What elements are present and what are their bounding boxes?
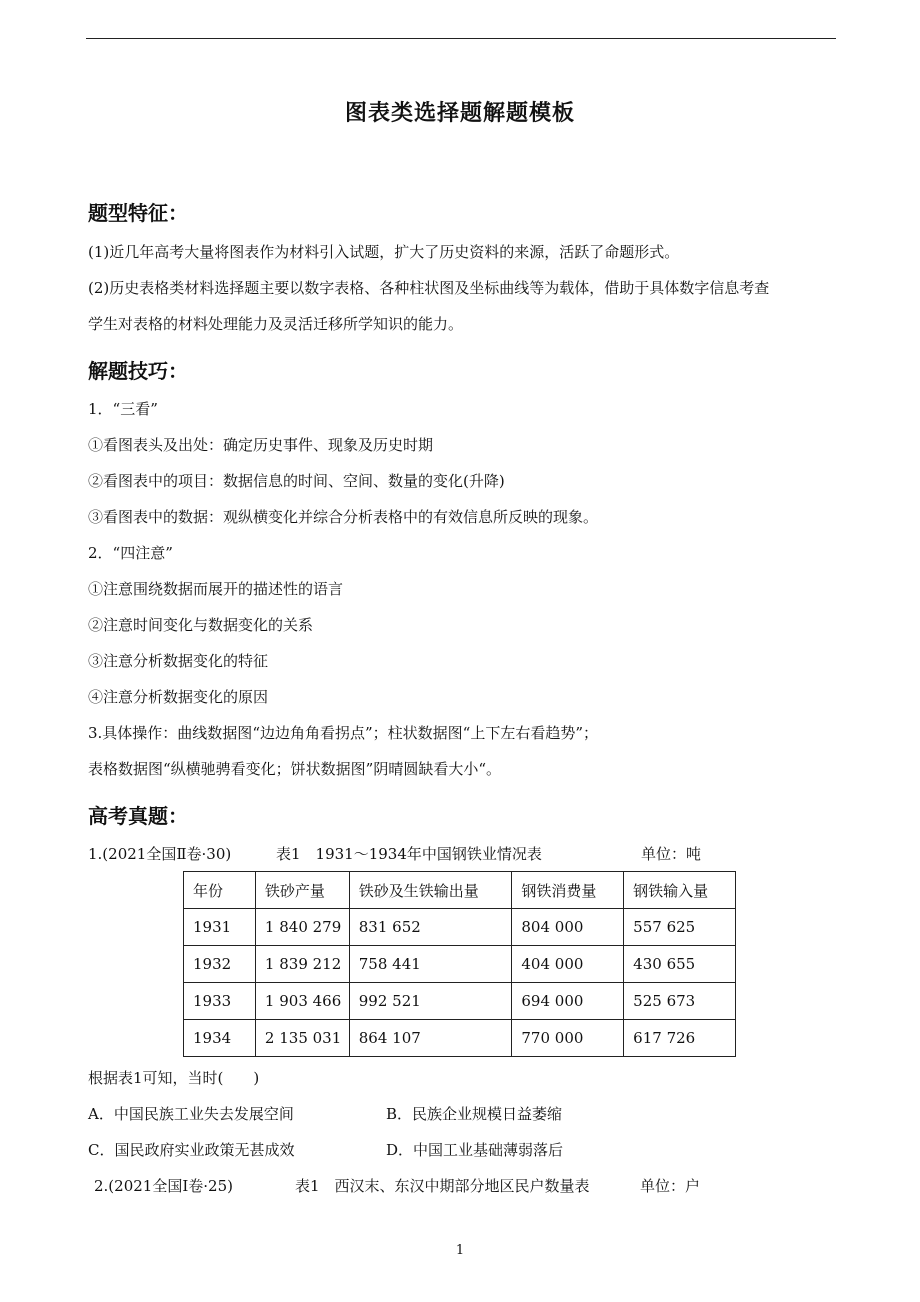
table-header-cell: 铁砂产量	[255, 872, 349, 909]
table-cell: 864 107	[349, 1020, 512, 1057]
table-cell: 1 903 466	[255, 983, 349, 1020]
table-header-cell: 钢铁输入量	[624, 872, 736, 909]
section-heading-exam-questions: 高考真题：	[88, 804, 188, 828]
technique-line: ③看图表中的数据：观纵横变化并综合分析表格中的有效信息所反映的现象。	[88, 508, 599, 526]
table-header-cell: 钢铁消费量	[512, 872, 624, 909]
table-cell: 770 000	[512, 1020, 624, 1057]
table-cell: 1933	[184, 983, 256, 1020]
header-rule	[86, 38, 836, 39]
steel-industry-table	[183, 871, 736, 1057]
table-row	[184, 983, 736, 1020]
table-cell: 1931	[184, 909, 256, 946]
table-cell: 1 839 212	[255, 946, 349, 983]
technique-line: ③注意分析数据变化的特征	[88, 652, 269, 670]
technique-line: ①注意围绕数据而展开的描述性的语言	[88, 580, 344, 598]
technique-line: 2．“四注意”	[88, 544, 173, 562]
q1-source: 1.(2021全国Ⅱ卷·30)	[88, 845, 232, 863]
table-cell: 804 000	[512, 909, 624, 946]
table-row	[184, 946, 736, 983]
q2-source: 2.(2021全国Ⅰ卷·25)	[94, 1177, 233, 1195]
table-cell: 1934	[184, 1020, 256, 1057]
q2-table-caption: 表1 西汉末、东汉中期部分地区民户数量表	[295, 1177, 590, 1195]
document-title: 图表类选择题解题模板	[344, 100, 575, 126]
q1-option-a: A．中国民族工业失去发展空间	[88, 1105, 294, 1123]
table-cell: 2 135 031	[255, 1020, 349, 1057]
features-paragraph-2b: 学生对表格的材料处理能力及灵活迁移所学知识的能力。	[88, 315, 464, 333]
features-paragraph-2a: (2)历史表格类材料选择题主要以数字表格、各种柱状图及坐标曲线等为载体，借助于具体数字信息考查	[88, 279, 770, 297]
table-cell: 557 625	[624, 909, 736, 946]
table-cell: 694 000	[512, 983, 624, 1020]
table-cell: 525 673	[624, 983, 736, 1020]
table-header-cell: 铁砂及生铁输出量	[349, 872, 512, 909]
q1-table-unit: 单位：吨	[641, 845, 702, 863]
technique-line: 1．“三看”	[88, 400, 158, 418]
features-paragraph-1: (1)近几年高考大量将图表作为材料引入试题，扩大了历史资料的来源，活跃了命题形式。	[88, 243, 680, 261]
section-heading-features: 题型特征：	[88, 201, 188, 225]
table-cell: 1932	[184, 946, 256, 983]
technique-line: ①看图表头及出处：确定历史事件、现象及历史时期	[88, 436, 434, 454]
technique-line: 3.具体操作：曲线数据图“边边角角看拐点”；柱状数据图“上下左右看趋势”；	[88, 724, 598, 742]
q2-table-unit: 单位：户	[640, 1177, 701, 1195]
technique-line: ②看图表中的项目：数据信息的时间、空间、数量的变化(升降)	[88, 472, 505, 490]
table-cell: 430 655	[624, 946, 736, 983]
table-cell: 758 441	[349, 946, 512, 983]
table-cell: 404 000	[512, 946, 624, 983]
table-cell: 617 726	[624, 1020, 736, 1057]
q1-option-d: D．中国工业基础薄弱落后	[386, 1141, 564, 1159]
table-header-cell: 年份	[184, 872, 256, 909]
q1-table-caption: 表1 1931～1934年中国钢铁业情况表	[276, 845, 542, 863]
q1-option-c: C．国民政府实业政策无甚成效	[88, 1141, 295, 1159]
technique-line: ②注意时间变化与数据变化的关系	[88, 616, 314, 634]
table-cell: 992 521	[349, 983, 512, 1020]
q1-option-b: B．民族企业规模日益萎缩	[386, 1105, 563, 1123]
technique-line: ④注意分析数据变化的原因	[88, 688, 269, 706]
table-row	[184, 909, 736, 946]
table-cell: 831 652	[349, 909, 512, 946]
table-header-row	[184, 872, 736, 909]
table-row	[184, 1020, 736, 1057]
section-heading-techniques: 解题技巧：	[88, 359, 188, 383]
technique-line: 表格数据图“纵横驰骋看变化；饼状数据图”阴晴圆缺看大小“。	[88, 760, 502, 778]
page-number: 1	[455, 1243, 465, 1258]
q1-stem: 根据表1可知，当时( )	[88, 1069, 260, 1087]
table-cell: 1 840 279	[255, 909, 349, 946]
